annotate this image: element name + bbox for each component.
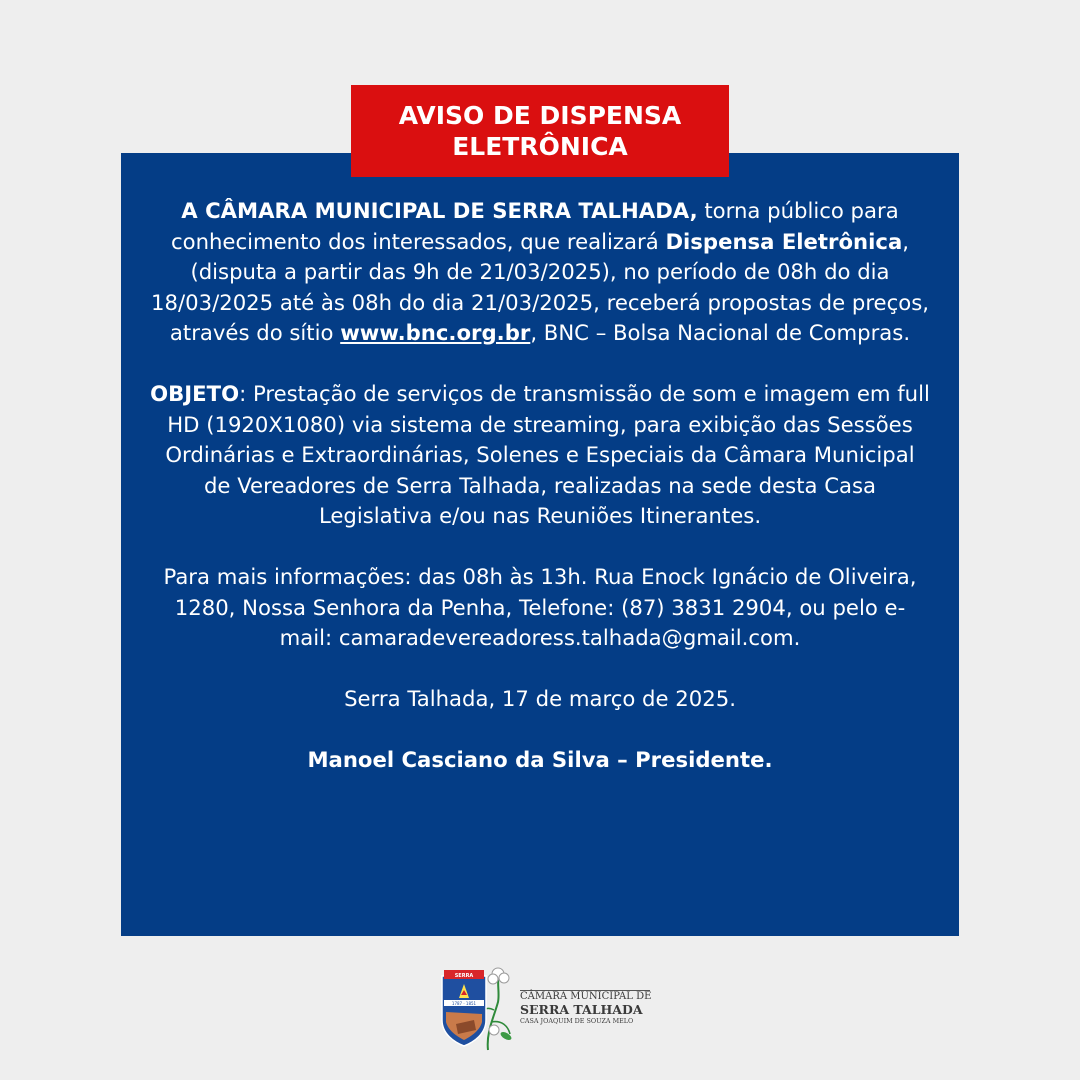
object-paragraph bbox=[150, 379, 930, 532]
intro-text-3: , BNC – Bolsa Nacional de Compras. bbox=[530, 320, 911, 345]
object-text: : Prestação de serviços de transmissão de som e imagem em full HD (1920X1080) via sistema de streaming, para exibição das Sessões Ordinárias e Extraordinárias, Solenes e Especiais da Câmara Municipal de Vereadores de Serra Talhada, realizadas na sede desta Casa Legislativa e/ou nas Reuniões Itinerantes. bbox=[165, 381, 930, 528]
date-line: Serra Talhada, 17 de março de 2025. bbox=[344, 686, 736, 711]
intro-bold-org: A CÂMARA MUNICIPAL DE SERRA TALHADA, bbox=[181, 198, 698, 223]
notice-title-box bbox=[351, 85, 729, 177]
camara-coat-of-arms-icon bbox=[436, 962, 522, 1054]
signature-line bbox=[150, 745, 930, 776]
object-label: OBJETO bbox=[150, 381, 240, 406]
notice-body bbox=[150, 196, 930, 776]
logo-line1: CÂMARA MUNICIPAL DE bbox=[520, 991, 652, 1002]
info-paragraph: Para mais informações: das 08h às 13h. Rua Enock Ignácio de Oliveira, 1280, Nossa Senhora da Penha, Telefone: (87) 3831 2904, ou pelo e-mail: camaradevereadoress.talhada@gmail.com. bbox=[163, 564, 917, 650]
notice-title-line1: AVISO DE DISPENSA bbox=[398, 101, 682, 130]
signature-text: Manoel Casciano da Silva – Presidente. bbox=[307, 747, 773, 772]
logo-line3: CASA JOAQUIM DE SOUZA MELO bbox=[520, 1017, 634, 1025]
shield-text: SERRA bbox=[454, 973, 474, 979]
intro-paragraph bbox=[150, 196, 930, 349]
logo-line2: SERRA TALHADA bbox=[520, 1002, 643, 1017]
bnc-link[interactable]: www.bnc.org.br bbox=[340, 320, 531, 345]
camara-logo bbox=[436, 962, 652, 1054]
intro-bold-dispensa: Dispensa Eletrônica bbox=[665, 228, 903, 254]
intro-text: torna público para conhecimento dos interessados, que realizará bbox=[170, 198, 899, 254]
intro-text-2: , (disputa a partir das 9h de 21/03/2025), no período de 08h do dia 18/03/2025 até às 08h do dia 21/03/2025, receberá propostas de preços, através do sítio bbox=[151, 228, 929, 345]
camara-logo-text bbox=[520, 990, 650, 1026]
notice-title-line2: ELETRÔNICA bbox=[452, 132, 628, 161]
shield-year: 1787 · 1851 bbox=[451, 1001, 477, 1006]
